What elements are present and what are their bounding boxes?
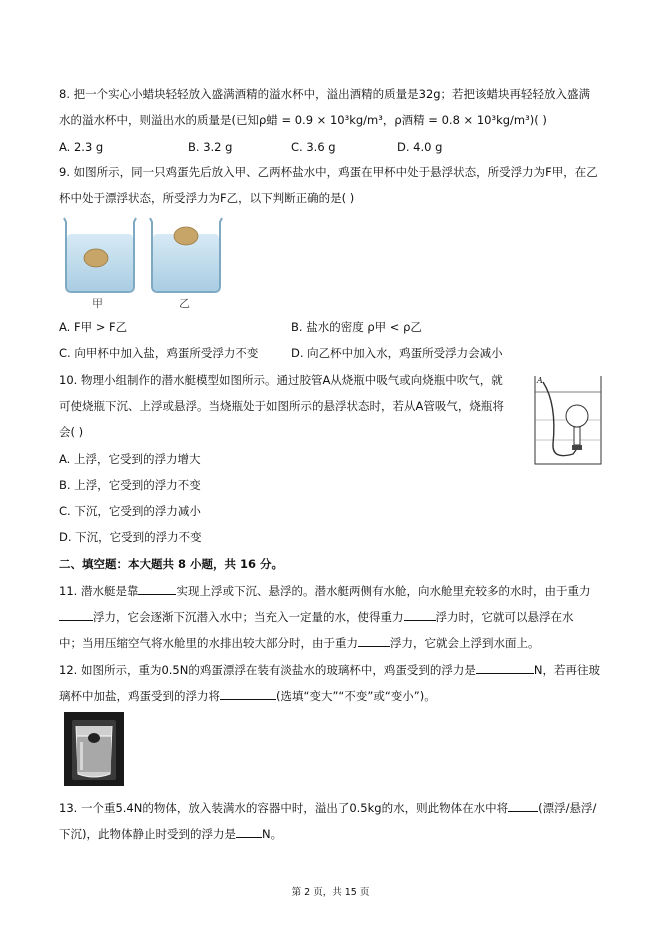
q13-line2 xyxy=(59,825,282,842)
q8-option-b: B. 3.2 g xyxy=(188,140,233,154)
q13-text-4: N。 xyxy=(262,827,283,841)
q9-option-d: D. 向乙杯中加入水，鸡蛋所受浮力会减小 xyxy=(291,346,503,360)
beaker-label-jia: 甲 xyxy=(92,297,103,310)
q8-option-c: C. 3.6 g xyxy=(291,140,336,154)
q11-text-4: 浮力时，它就可以悬浮在水 xyxy=(435,610,574,624)
q12-blank-2 xyxy=(220,687,276,700)
q8-option-d: D. 4.0 g xyxy=(397,140,443,154)
q9-line1: 9. 如图所示，同一只鸡蛋先后放入甲、乙两杯盐水中，鸡蛋在甲杯中处于悬浮状态，所受浮力为F甲，在乙 xyxy=(59,165,598,179)
q13-text-1: 13. 一个重5.4N的物体，放入装满水的容器中时，溢出了0.5kg的水，则此物体在水中将 xyxy=(59,801,509,815)
q12-line2 xyxy=(59,687,436,704)
q11-line2 xyxy=(59,608,574,625)
q11-text-5: 中；当用压缩空气将水舱里的水排出较大部分时，由于重力 xyxy=(59,636,358,650)
q10-option-d: D. 下沉，它受到的浮力不变 xyxy=(59,530,202,544)
q11-text-2: 实现上浮或下沉、悬浮的。潜水艇两侧有水舱，向水舱里充较多的水时，由于重力 xyxy=(176,584,591,598)
beaker-yi xyxy=(150,218,222,292)
q12-line1 xyxy=(59,661,600,678)
q10-line3: 会( ) xyxy=(59,425,84,439)
egg-suspended xyxy=(84,249,108,267)
q11-blank-1 xyxy=(138,582,176,595)
q12-text-1: 12. 如图所示，重为0.5N的鸡蛋漂浮在装有淡盐水的玻璃杯中，鸡蛋受到的浮力是 xyxy=(59,663,476,677)
q11-text-6: 浮力，它就会上浮到水面上。 xyxy=(390,636,540,650)
q8-option-a: A. 2.3 g xyxy=(59,140,104,154)
q9-option-b: B. 盐水的密度 ρ甲 < ρ乙 xyxy=(291,320,422,334)
q10-option-b: B. 上浮，它受到的浮力不变 xyxy=(59,478,201,492)
q12-text-3: 璃杯中加盐，鸡蛋受到的浮力将 xyxy=(59,689,220,703)
q10-line2: 可使烧瓶下沉、上浮或悬浮。当烧瓶处于如图所示的悬浮状态时，若从A管吸气，烧瓶将 xyxy=(59,399,504,413)
beaker-jia xyxy=(64,218,136,292)
q11-blank-2 xyxy=(59,608,93,621)
q11-text-3: 浮力，它会逐渐下沉潜入水中；当充入一定量的水，使得重力 xyxy=(93,610,404,624)
q10-option-a: A. 上浮，它受到的浮力增大 xyxy=(59,452,201,466)
egg-floating xyxy=(174,227,198,245)
q12-text-4: (选填“变大”“不变”或“变小”)。 xyxy=(276,689,436,703)
q12-egg-glass-photo xyxy=(64,712,124,786)
q10-line1: 10. 物理小组制作的潜水艇模型如图所示。通过胶管A从烧瓶中吸气或向烧瓶中吹气，就 xyxy=(59,373,503,387)
egg-icon xyxy=(88,733,100,743)
q10-figure-label-a: A xyxy=(537,376,543,385)
page-footer: 第 2 页，共 15 页 xyxy=(291,887,370,898)
q13-text-3: 下沉)，此物体静止时受到的浮力是 xyxy=(59,827,236,841)
q8-line1: 8. 把一个实心小蜡块轻轻放入盛满酒精的溢水杯中，溢出酒精的质量是32g；若把该蜡块再轻轻放入盛满 xyxy=(59,87,591,101)
q11-blank-3 xyxy=(404,608,436,621)
q13-blank-2 xyxy=(236,825,262,838)
beaker-label-yi: 乙 xyxy=(179,297,190,310)
q13-blank-1 xyxy=(508,799,538,812)
q9-option-a: A. F甲 > F乙 xyxy=(59,320,128,334)
q11-text-1: 11. 潜水艇是靠 xyxy=(59,584,139,598)
q11-line3 xyxy=(59,634,540,651)
q10-submarine-figure xyxy=(533,374,603,468)
q8-line2: 水的溢水杯中，则溢出水的质量是(已知ρ蜡 = 0.9 × 10³kg/m³，ρ酒精 = 0.8 × 10³kg/m³)( ) xyxy=(59,113,547,127)
q10-option-c: C. 下沉，它受到的浮力减小 xyxy=(59,504,201,518)
q9-line2: 杯中处于漂浮状态，所受浮力为F乙，以下判断正确的是( ) xyxy=(59,191,355,205)
q13-line1 xyxy=(59,799,596,816)
q9-option-c: C. 向甲杯中加入盐，鸡蛋所受浮力不变 xyxy=(59,346,259,360)
q11-blank-4 xyxy=(358,634,390,647)
q9-beakers-figure xyxy=(58,212,228,312)
q13-text-2: (漂浮/悬浮/ xyxy=(538,801,597,815)
section-2-heading: 二、填空题：本大题共 8 小题，共 16 分。 xyxy=(59,557,284,571)
q11-line1 xyxy=(59,582,590,599)
q12-text-2: N，若再往玻 xyxy=(533,663,600,677)
q12-blank-1 xyxy=(476,661,534,674)
